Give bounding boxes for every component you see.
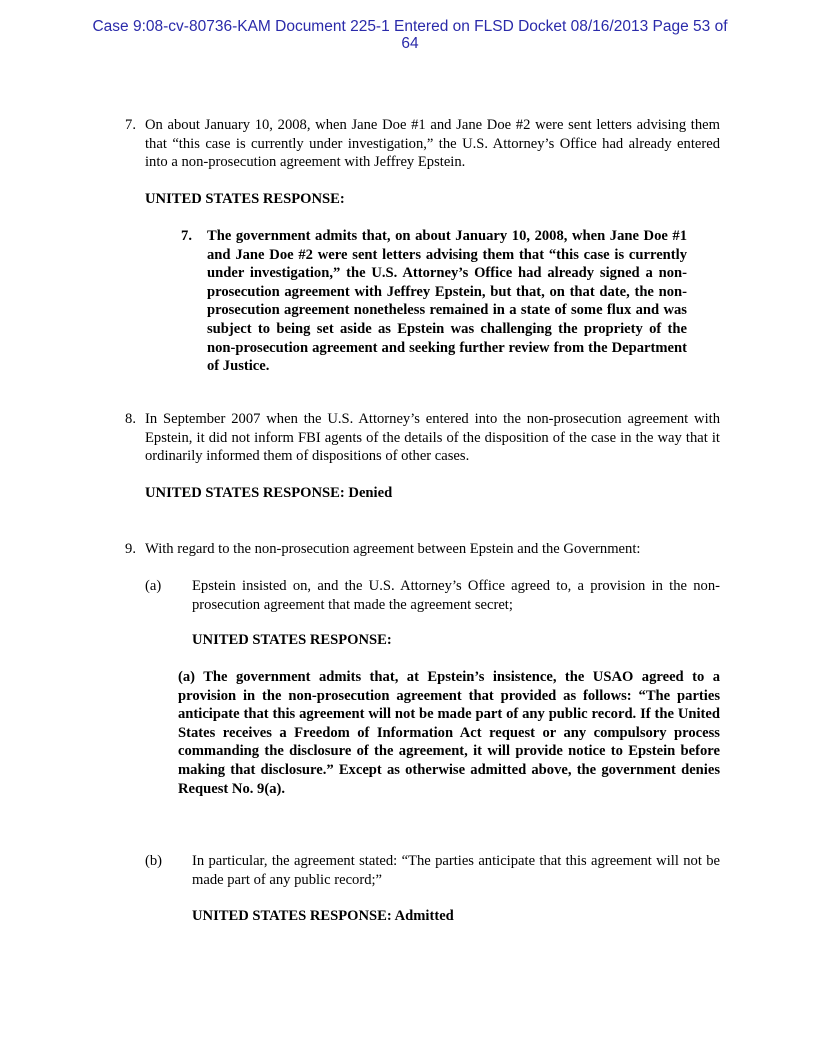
item-8-response-heading: UNITED STATES RESPONSE: Denied bbox=[145, 485, 393, 501]
header-line-2: 64 bbox=[401, 35, 419, 52]
item-9-text: With regard to the non-prosecution agreement between Epstein and the Government: bbox=[145, 541, 641, 557]
item-9a-response-heading: UNITED STATES RESPONSE: bbox=[192, 632, 392, 648]
item-9b-label: (b) bbox=[145, 853, 163, 869]
item-9a-response-text: (a) The government admits that, at Epstein’s insistence, the USAO agreed to a provision in the non-prosecution agreement that provided as follows: “The parties anticipate that this agreement will not be made part of any public record. If the United States receives a Freedom of Information Act request or any compulsory process commanding the disclosure of the agreement, it will provide notice to Epstein before making that disclosure.” Except as otherwise admitted above, the government denies Request No. 9(a). bbox=[178, 669, 720, 797]
item-7-response-heading: UNITED STATES RESPONSE: bbox=[145, 191, 345, 207]
item-9-number: 9. bbox=[125, 541, 136, 557]
item-9b-response-heading: UNITED STATES RESPONSE: Admitted bbox=[192, 908, 454, 924]
item-9a-label: (a) bbox=[145, 578, 162, 594]
item-7-text: On about January 10, 2008, when Jane Doe #1 and Jane Doe #2 were sent letters advising them that “this case is currently under investigation,” the U.S. Attorney’s Office had already entered into a non-prosecution agreement with Jeffrey Epstein. bbox=[145, 117, 720, 171]
item-7-number: 7. bbox=[125, 117, 136, 133]
item-8-text: In September 2007 when the U.S. Attorney’s entered into the non-prosecution agreement with Epstein, it did not inform FBI agents of the details of the disposition of the case in the way that it ordinarily informed them of dispositions of other cases. bbox=[145, 411, 720, 465]
item-9b-text: In particular, the agreement stated: “The parties anticipate that this agreement will not be made part of any public record;” bbox=[192, 853, 720, 888]
item-9a-text: Epstein insisted on, and the U.S. Attorney’s Office agreed to, a provision in the non-prosecution agreement that made the agreement secret; bbox=[192, 578, 720, 613]
header-line-1: Case 9:08-cv-80736-KAM Document 225-1 Entered on FLSD Docket 08/16/2013 Page 53 of bbox=[92, 18, 728, 35]
court-filing-header bbox=[60, 18, 760, 52]
item-7-response-text: The government admits that, on about January 10, 2008, when Jane Doe #1 and Jane Doe #2 were sent letters advising them that “this case is currently under investigation,” the U.S. Attorney’s Office had already signed a non-prosecution agreement with Jeffrey Epstein, but that, on that date, the non-prosecution agreement nonetheless remained in a state of some flux and was subject to being set aside as Epstein was challenging the propriety of the non-prosecution agreement and seeking further review from the Department of Justice. bbox=[207, 228, 687, 375]
item-8-number: 8. bbox=[125, 411, 136, 427]
item-7-response-number: 7. bbox=[181, 228, 192, 244]
